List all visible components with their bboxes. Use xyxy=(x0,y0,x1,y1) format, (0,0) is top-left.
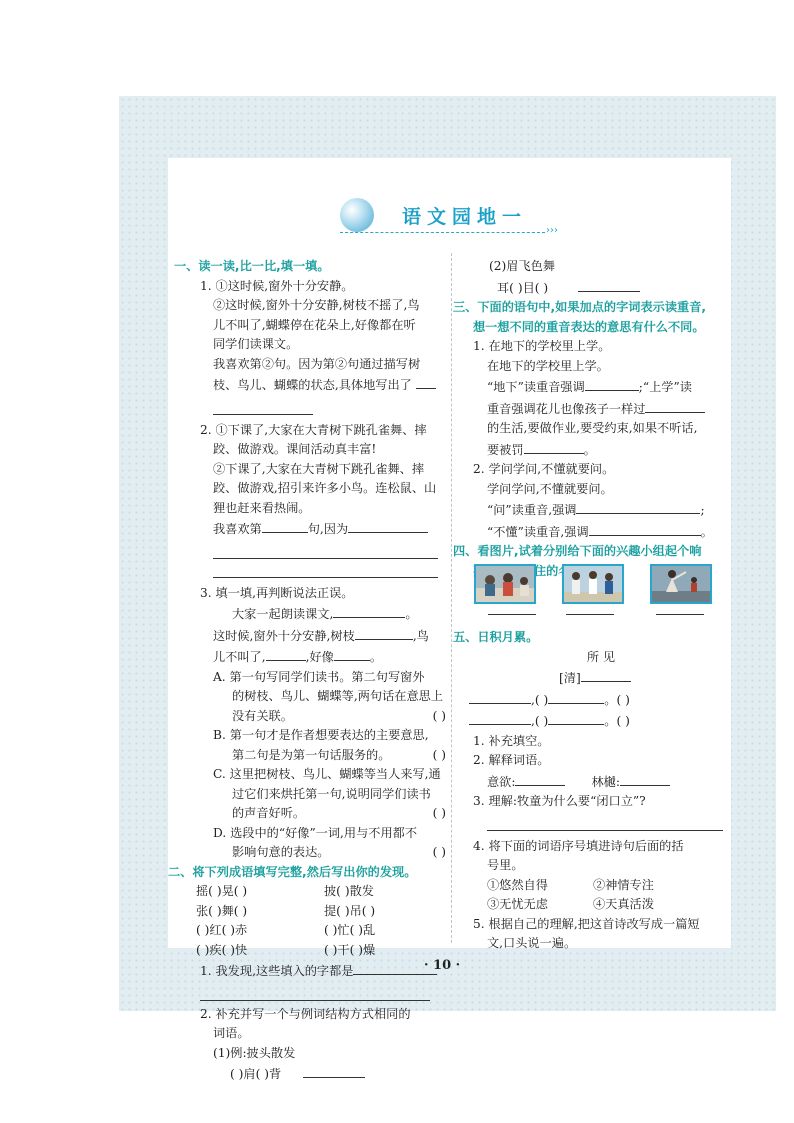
option-item: ①悠然自得 xyxy=(487,877,548,892)
bubble-icon xyxy=(340,198,374,232)
answer-blank[interactable] xyxy=(515,771,565,786)
title-banner xyxy=(340,198,570,248)
answer-blank[interactable] xyxy=(524,439,584,454)
s3-q1-f: 要被罚 。 xyxy=(455,439,727,461)
q2-sentence-a-line2: 跤、做游戏。课间活动真丰富! xyxy=(213,442,377,456)
option-A-line2: 的树枝、鸟儿、蝴蝶等,两句话在意思上 xyxy=(232,689,444,703)
chevrons-right-icon: ››› xyxy=(546,225,558,236)
answer-blank[interactable] xyxy=(266,646,306,661)
s3-q1-c-text: “地下”读重音强调 xyxy=(487,380,585,394)
idiom-item: 提( )吊( ) xyxy=(324,903,376,918)
answer-blank[interactable] xyxy=(585,376,639,391)
answer-paren[interactable]: ( ) xyxy=(432,747,446,762)
option-D-text: 影响句意的表达。 xyxy=(232,845,330,859)
answer-blank[interactable] xyxy=(566,614,614,615)
page-number: · 10 · xyxy=(424,958,461,973)
answer-blank[interactable] xyxy=(355,625,413,640)
q2-answer-line xyxy=(174,518,446,540)
s3-q1-c xyxy=(455,376,727,398)
option-A-line3 xyxy=(174,707,446,727)
answer-blank[interactable] xyxy=(487,812,723,831)
s5-q2-word1: 意欲: xyxy=(487,774,516,789)
q2-sentence-a-line1: 2. ①下课了,大家在大青树下跳孔雀舞、摔 xyxy=(200,422,427,437)
idiom-row xyxy=(174,921,446,941)
answer-blank[interactable] xyxy=(548,689,604,704)
idiom-item: ( )干( )燥 xyxy=(324,942,376,957)
q3-line1: 大家一起朗读课文, 。 xyxy=(174,603,446,625)
option-item: ③无忧无虑 xyxy=(487,897,548,911)
right-column xyxy=(455,257,727,581)
s5-q2: 2. 解释词语。 xyxy=(473,753,550,767)
s2-q2-line2: 词语。 xyxy=(213,1026,250,1040)
answer-blank[interactable] xyxy=(548,710,604,725)
s5-q2-fill xyxy=(455,771,727,793)
s3-q2-d: “不懂”读重音,强调 。 xyxy=(455,521,727,543)
q3-line2-text: 这时候,窗外十分安静,树枝 xyxy=(213,628,355,643)
s3-q2-d-text: “不懂”读重音,强调 xyxy=(487,524,589,539)
answer-blank[interactable] xyxy=(645,398,705,413)
poem-line-1: ,( ) 。( ) xyxy=(455,689,727,711)
poem-line-2: ,( ) 。( ) xyxy=(455,710,727,732)
answer-blank[interactable] xyxy=(578,277,640,292)
left-column xyxy=(168,257,446,1085)
option-C-line1: C. 这里把树枝、鸟儿、蝴蝶等当人来写,通 xyxy=(213,767,441,781)
answer-blank[interactable] xyxy=(213,559,438,578)
answer-blank[interactable] xyxy=(576,499,700,514)
s2-q2-line1: 2. 补充并写一个与例词结构方式相同的 xyxy=(200,1006,411,1021)
q2-answer-prefix: 我喜欢第 xyxy=(213,522,262,536)
idiom-row xyxy=(174,902,446,922)
s3-q1-b: 在地下的学校里上学。 xyxy=(487,358,609,373)
answer-blank[interactable] xyxy=(262,518,308,533)
section-4-heading-line1: 四、看图片,试着分别给下面的兴趣小组起个响 xyxy=(453,544,702,558)
r-q2-example: (2)眉飞色舞 xyxy=(489,259,556,273)
r-q2-fill-line xyxy=(455,277,727,299)
s2-q2-fill[interactable]: ( )肩( )背 xyxy=(230,1067,282,1081)
option-D-line1: D. 选段中的“好像”一词,用与不用都不 xyxy=(213,825,418,840)
option-C-line2: 过它们来烘托第一句,说明同学们读书 xyxy=(232,786,431,801)
section-5-heading: 五、日积月累。 xyxy=(453,630,539,644)
option-C-line3 xyxy=(174,804,446,824)
s2-q2-example: (1)例:披头散发 xyxy=(213,1045,296,1060)
s3-q2-a: 2. 学问学问,不懂就要问。 xyxy=(473,462,615,476)
s2-q1-line xyxy=(174,960,446,982)
title-underline xyxy=(340,232,545,233)
s3-q2-c-text: “问”读重音,强调 xyxy=(487,503,577,517)
q3-line1-text: 大家一起朗读课文, xyxy=(232,607,334,621)
option-A-line1: A. 第一句写同学们读书。第二句写窗外 xyxy=(213,669,425,684)
s3-q2-c: “问”读重音,强调 ; xyxy=(455,499,727,521)
poem-author-line xyxy=(455,667,727,689)
answer-paren[interactable]: ( ) xyxy=(432,708,446,723)
answer-paren[interactable]: ( ) xyxy=(616,714,630,728)
s5-q5-line2: 文,口头说一遍。 xyxy=(487,936,577,950)
q1-answer-line1: 我喜欢第②句。因为第②句通过描写树 xyxy=(213,356,421,371)
idiom-item: ( )疾( )快 xyxy=(196,942,248,957)
option-item: ④天真活泼 xyxy=(593,897,654,911)
s5-q2-word2: 林樾: xyxy=(591,774,620,789)
activity-photos xyxy=(474,564,714,604)
section-3-heading-line1: 三、下面的语句中,如果加点的字词表示读重音, xyxy=(453,300,707,314)
section-2-heading: 二、将下列成语填写完整,然后写出你的发现。 xyxy=(168,864,417,879)
option-B-line2 xyxy=(174,746,446,766)
answer-blank[interactable] xyxy=(656,614,704,615)
q2-answer-mid: 句,因为 xyxy=(307,522,349,536)
s2-q1-text: 1. 我发现,这些填入的字都是 xyxy=(200,964,354,978)
q3-title: 3. 填一填,再判断说法正误。 xyxy=(200,585,354,600)
photo-dance-group xyxy=(650,564,712,604)
idiom-row xyxy=(174,941,446,961)
answer-paren[interactable]: ( ) xyxy=(534,714,549,728)
idiom-item: 摇( )晃( ) xyxy=(196,884,248,898)
answer-blank[interactable] xyxy=(589,521,701,536)
idiom-item: 披( )散发 xyxy=(324,884,374,898)
answer-blank[interactable] xyxy=(213,396,313,415)
answer-blank[interactable] xyxy=(303,1063,365,1078)
s5-q1: 1. 补充填空。 xyxy=(473,733,550,748)
q3-line3-mid: ,好像 xyxy=(305,650,334,664)
option-C-text: 的声音好听。 xyxy=(232,806,306,820)
r-q2-fill[interactable]: 耳( )目( ) xyxy=(497,280,549,295)
q1-sentence-a: 1. ①这时候,窗外十分安静。 xyxy=(200,278,354,293)
poem-dynasty: [清] xyxy=(559,671,581,685)
section-1-heading: 一、读一读,比一比,填一填。 xyxy=(174,259,330,273)
column-divider xyxy=(451,253,452,943)
q2-sentence-b-line2: 跤、做游戏,招引来许多小鸟。连松鼠、山 xyxy=(213,481,437,495)
s3-q1-d-text: 重音强调花儿也像孩子一样过 xyxy=(487,401,646,416)
idiom-row xyxy=(174,882,446,902)
answer-blank[interactable] xyxy=(200,982,430,1001)
answer-paren[interactable]: ( ) xyxy=(432,845,446,859)
answer-blank[interactable] xyxy=(581,667,631,682)
s3-q2-b: 学问学问,不懂就要问。 xyxy=(487,481,613,496)
option-A-text: 没有关联。 xyxy=(232,708,293,723)
q2-sentence-b-line1: ②下课了,大家在大青树下跳孔雀舞、摔 xyxy=(213,461,425,476)
s5-options-row1 xyxy=(455,876,727,896)
option-D-line2 xyxy=(174,843,446,863)
answer-blank[interactable] xyxy=(620,771,670,786)
q3-line3-text: 儿不叫了, xyxy=(213,650,266,664)
q1-answer-line2 xyxy=(174,374,446,396)
answer-blank[interactable] xyxy=(488,614,536,615)
answer-paren[interactable]: ( ) xyxy=(616,692,630,707)
s3-q1-a: 1. 在地下的学校里上学。 xyxy=(473,339,611,353)
option-item: ②神情专注 xyxy=(593,877,654,892)
answer-blank[interactable] xyxy=(469,710,531,725)
q1-sentence-b-line1: ②这时候,窗外十分安静,树枝不摇了,鸟 xyxy=(213,298,420,312)
answer-blank[interactable] xyxy=(333,603,405,618)
q1-sentence-b-line3: 同学们读课文。 xyxy=(213,337,299,351)
option-B-text: 第二句是为第一句话服务的。 xyxy=(232,747,391,762)
q1-answer-text: 枝、鸟儿、蝴蝶的状态,具体地写出了 xyxy=(213,378,412,392)
s3-q1-e: 的生活,要做作业,要受约束,如果不听话, xyxy=(487,421,698,435)
answer-paren[interactable]: ( ) xyxy=(432,806,446,820)
section-5 xyxy=(455,628,727,954)
s3-q1-d xyxy=(455,398,727,420)
q2-sentence-b-line3: 狸也赶来看热闹。 xyxy=(213,500,311,515)
answer-blank[interactable] xyxy=(213,540,438,559)
answer-blank[interactable] xyxy=(416,374,436,389)
poem-title: 所 见 xyxy=(586,649,616,664)
q3-line3: 儿不叫了, ,好像 。 xyxy=(174,646,446,668)
s5-q5-line1: 5. 根据自己的理解,把这首诗改写成一篇短 xyxy=(473,916,700,931)
answer-blank[interactable] xyxy=(334,646,370,661)
photo-sports-group xyxy=(562,564,624,604)
s3-q1-c-text2: ;“上学”读 xyxy=(638,380,692,394)
s5-q3: 3. 理解:牧童为什么要“闭口立”? xyxy=(473,794,646,808)
s5-q4-line2: 号里。 xyxy=(487,858,524,872)
s2-q2-fill-line xyxy=(174,1063,446,1085)
s5-options-row2 xyxy=(455,895,727,915)
option-B-line1: B. 第一句才是作者想要表达的主要意思, xyxy=(213,728,429,742)
answer-blank[interactable] xyxy=(348,518,428,533)
photo-reading-group xyxy=(474,564,536,604)
q1-sentence-b-line2: 儿不叫了,蝴蝶停在花朵上,好像都在听 xyxy=(213,317,416,332)
s3-q1-f-text: 要被罚 xyxy=(487,442,524,457)
section-3-heading-line2: 想一想不同的重音表达的意思有什么不同。 xyxy=(473,319,705,334)
answer-blank[interactable] xyxy=(469,689,531,704)
idiom-item: ( )忙( )乱 xyxy=(324,923,376,937)
q3-line2: 这时候,窗外十分安静,树枝 ,鸟 xyxy=(174,625,446,647)
page-title: 语文园地一 xyxy=(402,206,528,228)
answer-paren[interactable]: ( ) xyxy=(534,692,549,707)
idiom-item: ( )红( )赤 xyxy=(196,923,248,937)
s5-q4-line1: 4. 将下面的词语序号填进诗句后面的括 xyxy=(473,838,684,853)
idiom-item: 张( )舞( ) xyxy=(196,903,248,918)
